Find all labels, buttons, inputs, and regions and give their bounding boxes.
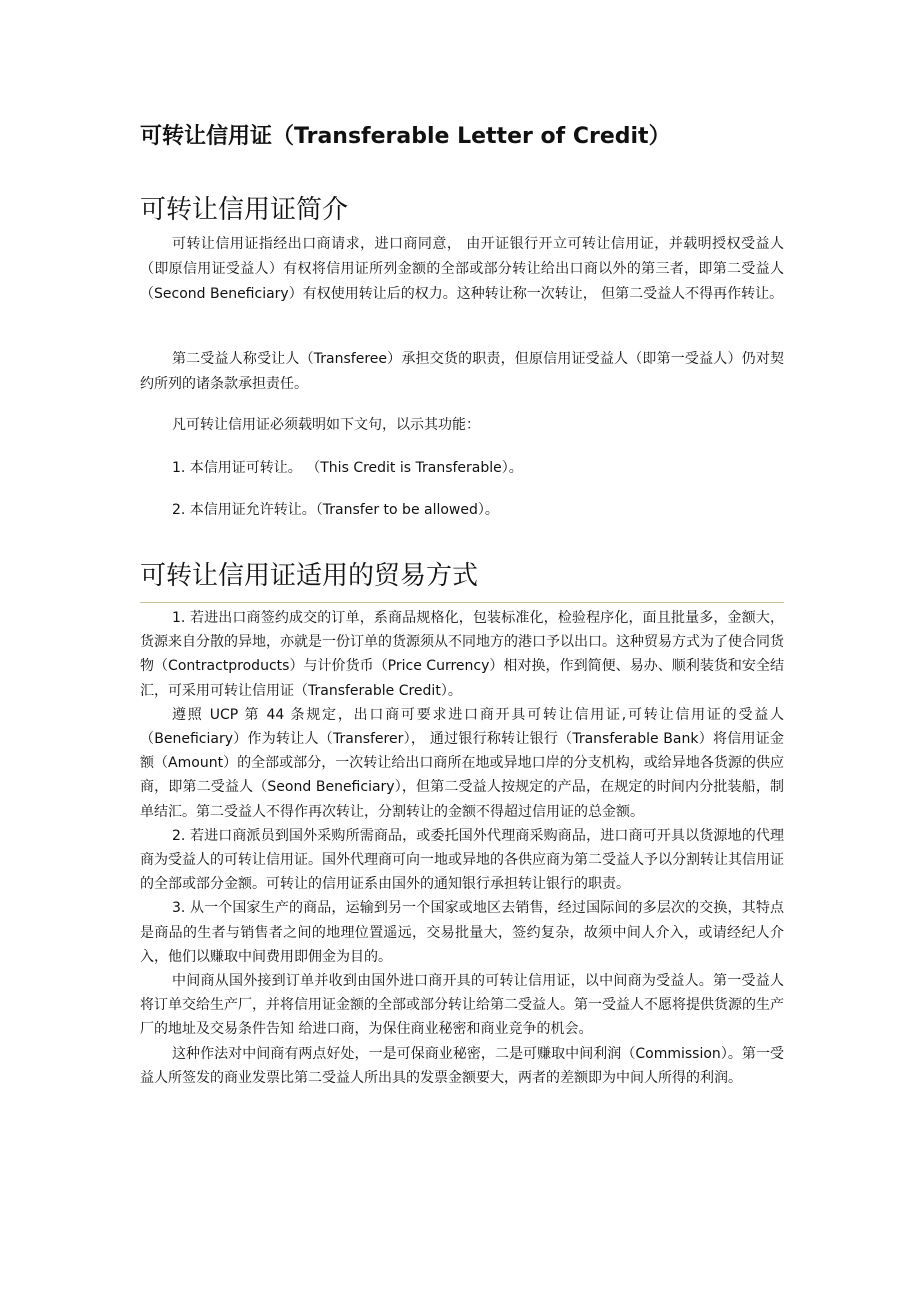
trade-paragraph-2: 遵照 UCP 第 44 条规定，出口商可要求进口商开具可转让信用证,可转让信用证的受益人（Beneficiary）作为转让人（Transferer）， 通过银行称转让银行（Transferable Bank）将信用证金额（Amount）的全部或部分，一次转让给出口商所在地或异地口岸的分支机构，或给异地各货源的供应商，即第二受益人（Seond Beneficiary），但第二受益人按规定的产品，在规定的时间内分批装船，制单结汇。第二受益人不得作再次转让，分割转让的金额不得超过信用证的总金额。 <box>140 706 784 820</box>
section-heading-trade: 可转让信用证适用的贸易方式 <box>140 561 479 591</box>
intro-paragraph-2: 第二受益人称受让人（Transferee）承担交货的职责，但原信用证受益人（即第一受益人）仍对契约所列的诸条款承担责任。 <box>140 351 784 392</box>
trade-paragraph-4: 3. 从一个国家生产的商品，运输到另一个国家或地区去销售，经过国际间的多层次的交换，其特点是商品的生者与销售者之间的地理位置遥远，交易批量大，签约复杂，故须中间人介入，或请经纪人介入，他们以赚取中间费用即佣金为目的。 <box>140 900 784 965</box>
trade-paragraph-6: 这种作法对中间商有两点好处，一是可保商业秘密，二是可赚取中间利润（Commission）。第一受益人所签发的商业发票比第二受益人所出具的发票金额要大，两者的差额即为中间人所得的利润。 <box>140 1045 784 1086</box>
list-item-1: 1. 本信用证可转让。 （This Credit is Transferable）。 <box>172 460 523 476</box>
list-item-2: 2. 本信用证允许转让。（Transfer to be allowed）。 <box>172 502 499 518</box>
section-divider <box>140 602 784 603</box>
trade-paragraph-3: 2. 若进口商派员到国外采购所需商品，或委托国外代理商采购商品，进口商可开具以货源地的代理商为受益人的可转让信用证。国外代理商可向一地或异地的各供应商为第二受益人予以分割转让其信用证的全部或部分金额。可转让的信用证系由国外的通知银行承担转让银行的职责。 <box>140 827 784 893</box>
intro-paragraph-3: 凡可转让信用证必须载明如下文句，以示其功能： <box>172 417 480 433</box>
document-title: 可转让信用证（Transferable Letter of Credit） <box>140 124 671 149</box>
trade-paragraph-5: 中间商从国外接到订单并收到由国外进口商开具的可转让信用证，以中间商为受益人。第一受益人将订单交给生产厂，并将信用证金额的全部或部分转让给第二受益人。第一受益人不愿将提供货源的生产厂的地址及交易条件告知 给进口商，为保住商业秘密和商业竞争的机会。 <box>140 973 784 1038</box>
section-heading-intro: 可转让信用证简介 <box>140 195 349 225</box>
intro-paragraph-1: 可转让信用证指经出口商请求，进口商同意， 由开证银行开立可转让信用证，并载明授权受益人（即原信用证受益人）有权将信用证所列金额的全部或部分转让给出口商以外的第三者，即第二受益人（Second Beneficiary）有权使用转让后的权力。这种转让称一次转让， 但第二受益人不得再作转让。 <box>140 236 784 302</box>
trade-section-body <box>140 606 784 1090</box>
trade-paragraph-1: 1. 若进出口商签约成交的订单，系商品规格化，包装标准化，检验程序化，面且批量多，金额大，货源来自分散的异地，亦就是一份订单的货源须从不同地方的港口予以出口。这种贸易方式为了使合同货物（Contractproducts）与计价货币（Price Currency）相对换，作到简便、易办、顺利装货和安全结汇，可采用可转让信用证（Transferable Credit）。 <box>140 610 784 699</box>
